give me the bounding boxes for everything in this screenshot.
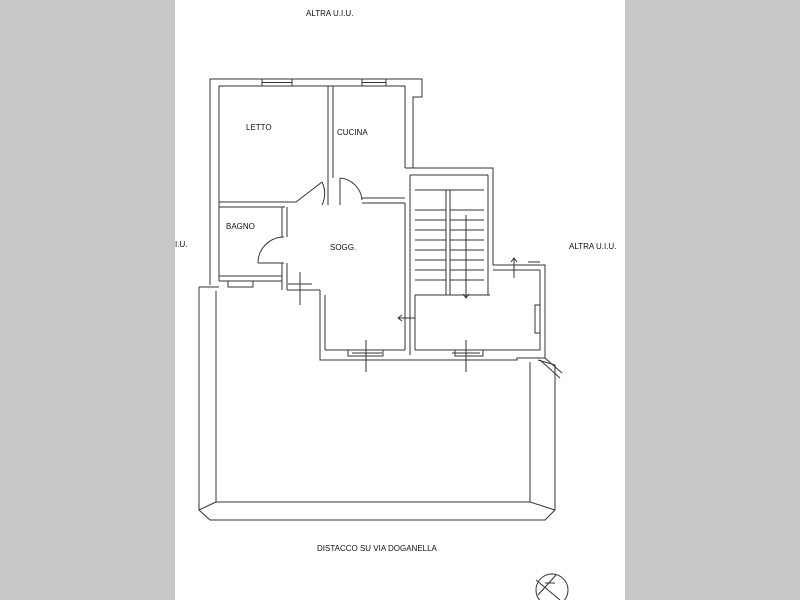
room-label-letto: LETTO bbox=[246, 123, 272, 132]
room-label-cucina: CUCINA bbox=[337, 128, 368, 137]
label-street-setback: DISTACCO SU VIA DOGANELLA bbox=[317, 544, 437, 553]
doors bbox=[258, 178, 480, 372]
outer-walls bbox=[210, 79, 545, 360]
staircase bbox=[415, 190, 540, 298]
label-right-neighbor: ALTRA U.I.U. bbox=[569, 242, 617, 251]
label-left-neighbor: I.U. bbox=[175, 240, 188, 249]
label-top-neighbor: ALTRA U.I.U. bbox=[306, 9, 354, 18]
room-label-soggiorno: SOGG. bbox=[330, 243, 357, 252]
compass-icon bbox=[536, 574, 568, 600]
terrace bbox=[199, 287, 562, 520]
room-label-bagno: BAGNO bbox=[226, 222, 255, 231]
